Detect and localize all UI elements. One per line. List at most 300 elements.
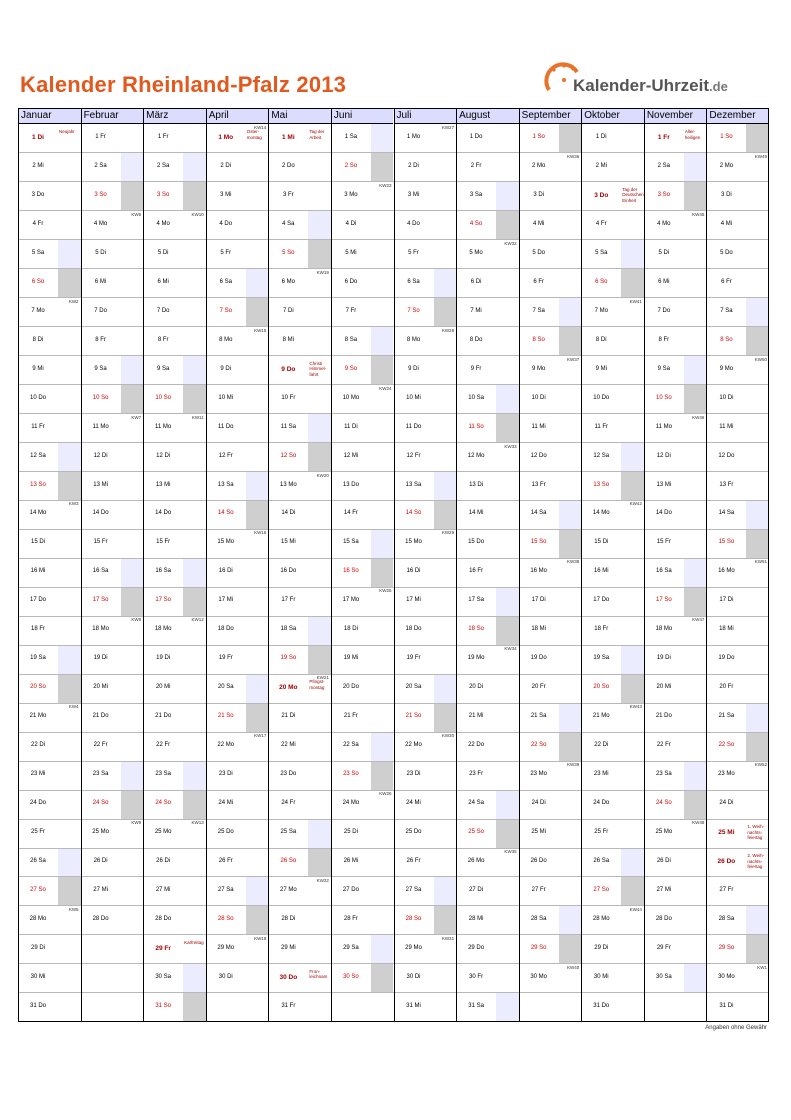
day-cell[interactable] [268, 935, 331, 964]
day-cell[interactable] [206, 414, 269, 443]
day-cell[interactable] [644, 732, 707, 761]
day-cell[interactable] [394, 472, 457, 501]
day-cell[interactable] [581, 153, 644, 182]
day-cell[interactable] [394, 124, 457, 153]
day-cell[interactable] [206, 645, 269, 674]
day-cell[interactable] [519, 732, 582, 761]
day-cell[interactable] [81, 790, 144, 819]
day-cell[interactable] [81, 906, 144, 935]
day-cell[interactable] [581, 472, 644, 501]
day-cell[interactable] [206, 443, 269, 472]
day-cell[interactable] [519, 877, 582, 906]
day-cell[interactable] [644, 327, 707, 356]
day-cell[interactable] [18, 703, 81, 732]
day-cell[interactable] [81, 182, 144, 211]
day-cell[interactable] [706, 964, 769, 993]
day-cell[interactable] [644, 674, 707, 703]
day-cell[interactable] [644, 298, 707, 327]
day-cell[interactable] [81, 356, 144, 385]
day-cell[interactable] [143, 761, 206, 790]
day-cell[interactable] [206, 790, 269, 819]
day-cell[interactable] [456, 327, 519, 356]
day-cell[interactable] [581, 211, 644, 240]
day-cell[interactable] [268, 616, 331, 645]
day-cell[interactable] [644, 356, 707, 385]
day-cell[interactable] [268, 529, 331, 558]
day-cell[interactable] [519, 414, 582, 443]
day-cell[interactable] [706, 790, 769, 819]
day-cell[interactable] [394, 443, 457, 472]
day-cell[interactable] [206, 472, 269, 501]
day-cell[interactable] [206, 587, 269, 616]
day-cell[interactable] [456, 616, 519, 645]
day-cell[interactable] [18, 182, 81, 211]
day-cell[interactable] [706, 819, 769, 848]
day-cell[interactable] [206, 848, 269, 877]
day-cell[interactable] [581, 240, 644, 269]
day-cell[interactable] [394, 327, 457, 356]
day-cell[interactable] [331, 732, 394, 761]
day-cell[interactable] [331, 645, 394, 674]
day-cell[interactable] [143, 153, 206, 182]
day-cell[interactable] [706, 732, 769, 761]
day-cell[interactable] [581, 819, 644, 848]
day-cell[interactable] [331, 819, 394, 848]
day-cell[interactable] [519, 645, 582, 674]
day-cell[interactable] [18, 848, 81, 877]
day-cell[interactable] [268, 443, 331, 472]
day-cell[interactable] [206, 500, 269, 529]
day-cell[interactable] [394, 298, 457, 327]
day-cell[interactable] [581, 703, 644, 732]
day-cell[interactable] [143, 674, 206, 703]
day-cell[interactable] [18, 790, 81, 819]
day-cell[interactable] [268, 703, 331, 732]
day-cell[interactable] [206, 935, 269, 964]
day-cell[interactable] [143, 529, 206, 558]
day-cell[interactable] [81, 529, 144, 558]
day-cell[interactable] [143, 906, 206, 935]
day-cell[interactable] [394, 993, 457, 1022]
day-cell[interactable] [81, 587, 144, 616]
day-cell[interactable] [331, 790, 394, 819]
day-cell[interactable] [81, 703, 144, 732]
day-cell[interactable] [519, 327, 582, 356]
day-cell[interactable] [456, 298, 519, 327]
day-cell[interactable] [394, 182, 457, 211]
day-cell[interactable] [331, 356, 394, 385]
day-cell[interactable] [18, 616, 81, 645]
day-cell[interactable] [456, 153, 519, 182]
day-cell[interactable] [81, 848, 144, 877]
day-cell[interactable] [644, 790, 707, 819]
day-cell[interactable] [81, 500, 144, 529]
day-cell[interactable] [81, 443, 144, 472]
day-cell[interactable] [331, 877, 394, 906]
day-cell[interactable] [81, 732, 144, 761]
day-cell[interactable] [268, 964, 331, 993]
day-cell[interactable] [456, 269, 519, 298]
day-cell[interactable] [331, 529, 394, 558]
day-cell[interactable] [81, 819, 144, 848]
day-cell[interactable] [81, 558, 144, 587]
day-cell[interactable] [143, 298, 206, 327]
day-cell[interactable] [706, 674, 769, 703]
day-cell[interactable] [143, 269, 206, 298]
day-cell[interactable] [706, 240, 769, 269]
day-cell[interactable] [519, 848, 582, 877]
day-cell[interactable] [206, 385, 269, 414]
day-cell[interactable] [18, 356, 81, 385]
day-cell[interactable] [706, 935, 769, 964]
day-cell[interactable] [206, 182, 269, 211]
day-cell[interactable] [394, 529, 457, 558]
day-cell[interactable] [268, 587, 331, 616]
day-cell[interactable] [456, 356, 519, 385]
day-cell[interactable] [644, 558, 707, 587]
day-cell[interactable] [456, 674, 519, 703]
day-cell[interactable] [81, 385, 144, 414]
day-cell[interactable] [143, 240, 206, 269]
day-cell[interactable] [143, 877, 206, 906]
day-cell[interactable] [519, 964, 582, 993]
day-cell[interactable] [331, 964, 394, 993]
day-cell[interactable] [206, 674, 269, 703]
day-cell[interactable] [519, 790, 582, 819]
day-cell[interactable] [706, 211, 769, 240]
day-cell[interactable] [206, 269, 269, 298]
day-cell[interactable] [18, 211, 81, 240]
day-cell[interactable] [706, 298, 769, 327]
day-cell[interactable] [268, 269, 331, 298]
day-cell[interactable] [706, 356, 769, 385]
day-cell[interactable] [143, 327, 206, 356]
day-cell[interactable] [18, 414, 81, 443]
day-cell[interactable] [706, 877, 769, 906]
day-cell[interactable] [644, 616, 707, 645]
day-cell[interactable] [18, 964, 81, 993]
day-cell[interactable] [143, 848, 206, 877]
day-cell[interactable] [268, 993, 331, 1022]
day-cell[interactable] [456, 790, 519, 819]
day-cell[interactable] [206, 732, 269, 761]
day-cell[interactable] [519, 298, 582, 327]
day-cell[interactable] [143, 935, 206, 964]
day-cell[interactable] [206, 153, 269, 182]
day-cell[interactable] [268, 414, 331, 443]
day-cell[interactable] [644, 935, 707, 964]
day-cell[interactable] [456, 761, 519, 790]
day-cell[interactable] [81, 645, 144, 674]
day-cell[interactable] [456, 877, 519, 906]
day-cell[interactable] [519, 587, 582, 616]
day-cell[interactable] [581, 558, 644, 587]
day-cell[interactable] [18, 472, 81, 501]
day-cell[interactable] [268, 385, 331, 414]
day-cell[interactable] [206, 211, 269, 240]
day-cell[interactable] [206, 298, 269, 327]
day-cell[interactable] [644, 385, 707, 414]
day-cell[interactable] [394, 761, 457, 790]
day-cell[interactable] [18, 153, 81, 182]
day-cell[interactable] [268, 761, 331, 790]
day-cell[interactable] [18, 443, 81, 472]
day-cell[interactable] [18, 327, 81, 356]
day-cell[interactable] [519, 935, 582, 964]
day-cell[interactable] [331, 674, 394, 703]
day-cell[interactable] [18, 819, 81, 848]
day-cell[interactable] [706, 645, 769, 674]
day-cell[interactable] [394, 558, 457, 587]
day-cell[interactable] [644, 124, 707, 153]
day-cell[interactable] [394, 819, 457, 848]
day-cell[interactable] [644, 269, 707, 298]
day-cell[interactable] [18, 587, 81, 616]
day-cell[interactable] [581, 327, 644, 356]
day-cell[interactable] [581, 790, 644, 819]
day-cell[interactable] [456, 645, 519, 674]
day-cell[interactable] [519, 529, 582, 558]
day-cell[interactable] [268, 500, 331, 529]
day-cell[interactable] [394, 269, 457, 298]
day-cell[interactable] [81, 124, 144, 153]
day-cell[interactable] [331, 761, 394, 790]
day-cell[interactable] [706, 327, 769, 356]
day-cell[interactable] [331, 385, 394, 414]
day-cell[interactable] [331, 240, 394, 269]
day-cell[interactable] [331, 124, 394, 153]
day-cell[interactable] [143, 703, 206, 732]
day-cell[interactable] [706, 500, 769, 529]
day-cell[interactable] [644, 848, 707, 877]
day-cell[interactable] [581, 443, 644, 472]
day-cell[interactable] [456, 124, 519, 153]
day-cell[interactable] [644, 529, 707, 558]
day-cell[interactable] [706, 529, 769, 558]
day-cell[interactable] [394, 153, 457, 182]
day-cell[interactable] [581, 645, 644, 674]
day-cell[interactable] [268, 240, 331, 269]
day-cell[interactable] [456, 703, 519, 732]
day-cell[interactable] [331, 182, 394, 211]
day-cell[interactable] [18, 674, 81, 703]
day-cell[interactable] [581, 182, 644, 211]
day-cell[interactable] [331, 848, 394, 877]
day-cell[interactable] [268, 848, 331, 877]
day-cell[interactable] [644, 761, 707, 790]
day-cell[interactable] [519, 443, 582, 472]
day-cell[interactable] [268, 124, 331, 153]
day-cell[interactable] [18, 500, 81, 529]
day-cell[interactable] [581, 761, 644, 790]
day-cell[interactable] [331, 500, 394, 529]
day-cell[interactable] [581, 269, 644, 298]
day-cell[interactable] [644, 240, 707, 269]
day-cell[interactable] [581, 587, 644, 616]
day-cell[interactable] [18, 529, 81, 558]
day-cell[interactable] [268, 877, 331, 906]
day-cell[interactable] [706, 616, 769, 645]
day-cell[interactable] [519, 500, 582, 529]
day-cell[interactable] [81, 761, 144, 790]
day-cell[interactable] [581, 674, 644, 703]
day-cell[interactable] [18, 240, 81, 269]
day-cell[interactable] [331, 298, 394, 327]
day-cell[interactable] [394, 935, 457, 964]
day-cell[interactable] [456, 472, 519, 501]
day-cell[interactable] [331, 558, 394, 587]
day-cell[interactable] [706, 385, 769, 414]
day-cell[interactable] [18, 385, 81, 414]
day-cell[interactable] [331, 935, 394, 964]
day-cell[interactable] [706, 124, 769, 153]
day-cell[interactable] [268, 182, 331, 211]
day-cell[interactable] [456, 587, 519, 616]
day-cell[interactable] [394, 877, 457, 906]
day-cell[interactable] [18, 935, 81, 964]
day-cell[interactable] [394, 385, 457, 414]
day-cell[interactable] [456, 819, 519, 848]
day-cell[interactable] [456, 414, 519, 443]
day-cell[interactable] [18, 124, 81, 153]
day-cell[interactable] [519, 558, 582, 587]
day-cell[interactable] [581, 500, 644, 529]
day-cell[interactable] [519, 616, 582, 645]
day-cell[interactable] [456, 211, 519, 240]
day-cell[interactable] [206, 819, 269, 848]
day-cell[interactable] [81, 616, 144, 645]
day-cell[interactable] [81, 472, 144, 501]
day-cell[interactable] [81, 240, 144, 269]
day-cell[interactable] [331, 703, 394, 732]
day-cell[interactable] [18, 906, 81, 935]
day-cell[interactable] [143, 443, 206, 472]
day-cell[interactable] [394, 645, 457, 674]
day-cell[interactable] [143, 732, 206, 761]
day-cell[interactable] [519, 182, 582, 211]
day-cell[interactable] [456, 732, 519, 761]
day-cell[interactable] [394, 356, 457, 385]
day-cell[interactable] [706, 703, 769, 732]
day-cell[interactable] [581, 848, 644, 877]
day-cell[interactable] [456, 240, 519, 269]
day-cell[interactable] [519, 761, 582, 790]
day-cell[interactable] [81, 414, 144, 443]
day-cell[interactable] [706, 761, 769, 790]
logo[interactable] [543, 60, 753, 100]
day-cell[interactable] [206, 703, 269, 732]
day-cell[interactable] [268, 674, 331, 703]
day-cell[interactable] [706, 848, 769, 877]
day-cell[interactable] [519, 472, 582, 501]
day-cell[interactable] [143, 616, 206, 645]
day-cell[interactable] [644, 819, 707, 848]
day-cell[interactable] [581, 616, 644, 645]
day-cell[interactable] [519, 906, 582, 935]
day-cell[interactable] [206, 356, 269, 385]
day-cell[interactable] [81, 327, 144, 356]
day-cell[interactable] [644, 443, 707, 472]
day-cell[interactable] [644, 182, 707, 211]
day-cell[interactable] [331, 443, 394, 472]
day-cell[interactable] [581, 935, 644, 964]
day-cell[interactable] [143, 645, 206, 674]
day-cell[interactable] [331, 153, 394, 182]
day-cell[interactable] [268, 211, 331, 240]
day-cell[interactable] [644, 500, 707, 529]
day-cell[interactable] [143, 182, 206, 211]
day-cell[interactable] [394, 240, 457, 269]
day-cell[interactable] [644, 211, 707, 240]
day-cell[interactable] [18, 993, 81, 1022]
day-cell[interactable] [18, 732, 81, 761]
day-cell[interactable] [268, 790, 331, 819]
day-cell[interactable] [206, 964, 269, 993]
day-cell[interactable] [581, 298, 644, 327]
day-cell[interactable] [394, 211, 457, 240]
day-cell[interactable] [581, 385, 644, 414]
day-cell[interactable] [331, 587, 394, 616]
day-cell[interactable] [143, 356, 206, 385]
day-cell[interactable] [18, 761, 81, 790]
day-cell[interactable] [81, 211, 144, 240]
day-cell[interactable] [394, 790, 457, 819]
day-cell[interactable] [706, 558, 769, 587]
day-cell[interactable] [268, 732, 331, 761]
day-cell[interactable] [519, 819, 582, 848]
day-cell[interactable] [519, 356, 582, 385]
day-cell[interactable] [581, 124, 644, 153]
day-cell[interactable] [519, 124, 582, 153]
day-cell[interactable] [581, 356, 644, 385]
day-cell[interactable] [331, 616, 394, 645]
day-cell[interactable] [581, 877, 644, 906]
day-cell[interactable] [394, 587, 457, 616]
day-cell[interactable] [81, 153, 144, 182]
day-cell[interactable] [519, 703, 582, 732]
day-cell[interactable] [519, 674, 582, 703]
day-cell[interactable] [206, 906, 269, 935]
day-cell[interactable] [456, 558, 519, 587]
day-cell[interactable] [331, 414, 394, 443]
day-cell[interactable] [331, 269, 394, 298]
day-cell[interactable] [143, 414, 206, 443]
day-cell[interactable] [706, 153, 769, 182]
day-cell[interactable] [18, 558, 81, 587]
day-cell[interactable] [456, 529, 519, 558]
day-cell[interactable] [206, 327, 269, 356]
day-cell[interactable] [644, 153, 707, 182]
day-cell[interactable] [581, 732, 644, 761]
day-cell[interactable] [206, 124, 269, 153]
day-cell[interactable] [456, 443, 519, 472]
day-cell[interactable] [581, 414, 644, 443]
day-cell[interactable] [143, 500, 206, 529]
day-cell[interactable] [519, 240, 582, 269]
day-cell[interactable] [206, 558, 269, 587]
day-cell[interactable] [644, 703, 707, 732]
day-cell[interactable] [706, 472, 769, 501]
day-cell[interactable] [706, 269, 769, 298]
day-cell[interactable] [394, 732, 457, 761]
day-cell[interactable] [581, 906, 644, 935]
day-cell[interactable] [143, 587, 206, 616]
day-cell[interactable] [644, 877, 707, 906]
day-cell[interactable] [519, 211, 582, 240]
day-cell[interactable] [644, 906, 707, 935]
day-cell[interactable] [268, 558, 331, 587]
day-cell[interactable] [143, 124, 206, 153]
